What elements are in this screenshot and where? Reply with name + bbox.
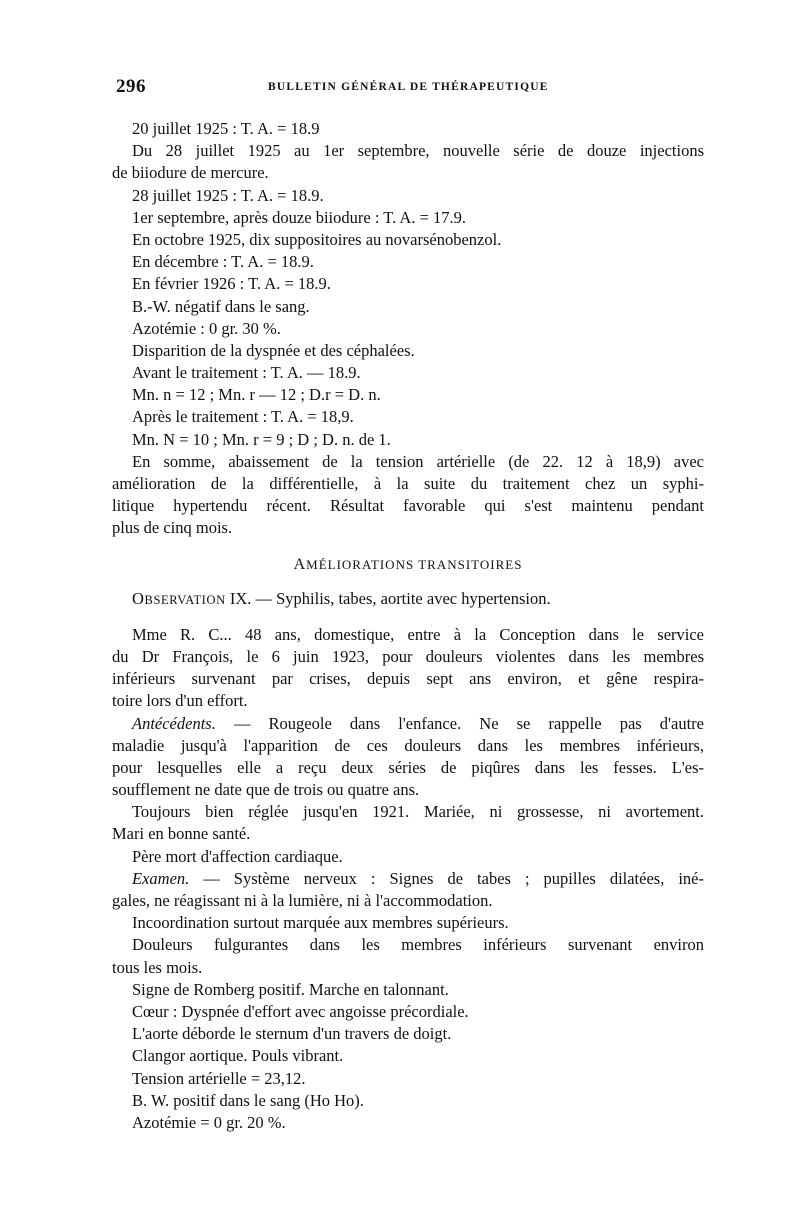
text-line: pour lesquelles elle a reçu deux séries de piqûres dans les fesses. L'es- bbox=[112, 757, 704, 777]
text-line: En février 1926 : T. A. = 18.9. bbox=[132, 274, 331, 294]
observation-label-rest: BSERVATION bbox=[144, 592, 226, 607]
section-title-initial: A bbox=[293, 555, 307, 573]
observation-title: IX. — Syphilis, tabes, aortite avec hypertension. bbox=[225, 588, 551, 608]
text-line: Du 28 juillet 1925 au 1er septembre, nouvelle série de douze injections bbox=[132, 141, 704, 161]
text-line: litique hypertendu récent. Résultat favorable qui s'est maintenu pendant bbox=[112, 496, 704, 516]
text-line: tous les mois. bbox=[112, 957, 203, 977]
text-line: B.-W. négatif dans le sang. bbox=[132, 296, 310, 316]
examen-line bbox=[112, 868, 704, 890]
page-body bbox=[112, 118, 704, 1134]
page-number: 296 bbox=[116, 76, 146, 97]
antecedents-line bbox=[112, 713, 704, 735]
text-line: plus de cinq mois. bbox=[112, 518, 233, 538]
text-line: Cœur : Dyspnée d'effort avec angoisse précordiale. bbox=[132, 1001, 469, 1021]
observation-heading bbox=[112, 588, 704, 610]
text-line: L'aorte déborde le sternum d'un travers de doigt. bbox=[132, 1024, 452, 1044]
text-line: Azotémie = 0 gr. 20 %. bbox=[132, 1112, 286, 1132]
text-line: En octobre 1925, dix suppositoires au novarsénobenzol. bbox=[132, 229, 502, 249]
text-line: Mme R. C... 48 ans, domestique, entre à la Conception dans le service bbox=[132, 624, 704, 644]
text-line: Incoordination surtout marquée aux membres supérieurs. bbox=[132, 913, 509, 933]
observation-label-initial: O bbox=[132, 588, 145, 608]
text-line: inférieurs survenant par crises, depuis sept ans environ, et gêne respira- bbox=[112, 669, 704, 689]
running-title: BULLETIN GÉNÉRAL DE THÉRAPEUTIQUE bbox=[268, 81, 549, 93]
antecedents-label: Antécédents. bbox=[132, 713, 216, 733]
text-line: Père mort d'affection cardiaque. bbox=[132, 846, 343, 866]
text-line: Après le traitement : T. A. = 18,9. bbox=[132, 407, 354, 427]
text-line: B. W. positif dans le sang (Ho Ho). bbox=[132, 1090, 364, 1110]
text-line: du Dr François, le 6 juin 1923, pour douleurs violentes dans les membres bbox=[112, 646, 704, 666]
text-line: Disparition de la dyspnée et des céphalées. bbox=[132, 340, 415, 360]
text-line: Mn. N = 10 ; Mn. r = 9 ; D ; D. n. de 1. bbox=[132, 429, 391, 449]
text-line: Signe de Romberg positif. Marche en talonnant. bbox=[132, 979, 449, 999]
text-line: 1er septembre, après douze biiodure : T. A. = 17.9. bbox=[132, 207, 467, 227]
page-header bbox=[116, 76, 706, 100]
text-line: gales, ne réagissant ni à la lumière, ni à l'accommodation. bbox=[112, 891, 493, 910]
section-title bbox=[112, 554, 704, 576]
text-line: Azotémie : 0 gr. 30 %. bbox=[132, 318, 281, 338]
text-line: Clangor aortique. Pouls vibrant. bbox=[132, 1046, 344, 1066]
text-line: soufflement ne date que de trois ou quatre ans. bbox=[112, 780, 420, 800]
text-line: Avant le traitement : T. A. — 18.9. bbox=[132, 363, 361, 383]
text-line: de biiodure de mercure. bbox=[112, 163, 269, 183]
text-line: Toujours bien réglée jusqu'en 1921. Mariée, ni grossesse, ni avortement. bbox=[132, 802, 704, 822]
text-line: Mn. n = 12 ; Mn. r — 12 ; D.r = D. n. bbox=[132, 385, 381, 405]
text-line: 28 juillet 1925 : T. A. = 18.9. bbox=[132, 185, 324, 205]
text-line: toire lors d'un effort. bbox=[112, 691, 248, 711]
section-title-rest: MÉLIORATIONS TRANSITOIRES bbox=[306, 556, 523, 572]
antecedents-text: — Rougeole dans l'enfance. Ne se rappelle pas d'autre bbox=[215, 713, 704, 733]
text-line: Mari en bonne santé. bbox=[112, 824, 251, 844]
text-line: 20 juillet 1925 : T. A. = 18.9 bbox=[132, 119, 320, 138]
examen-label: Examen. bbox=[132, 868, 190, 888]
text-line: Douleurs fulgurantes dans les membres inférieurs survenant environ bbox=[132, 935, 704, 955]
text-line: maladie jusqu'à l'apparition de ces douleurs dans les membres inférieurs, bbox=[112, 735, 704, 755]
text-line: Tension artérielle = 23,12. bbox=[132, 1068, 306, 1088]
text-line: En décembre : T. A. = 18.9. bbox=[132, 252, 314, 272]
examen-text: — Système nerveux : Signes de tabes ; pupilles dilatées, iné- bbox=[189, 868, 704, 888]
text-line: En somme, abaissement de la tension artérielle (de 22. 12 à 18,9) avec bbox=[132, 451, 704, 471]
observation-label bbox=[132, 588, 226, 608]
text-line: amélioration de la différentielle, à la suite du traitement chez un syphi- bbox=[112, 474, 704, 493]
